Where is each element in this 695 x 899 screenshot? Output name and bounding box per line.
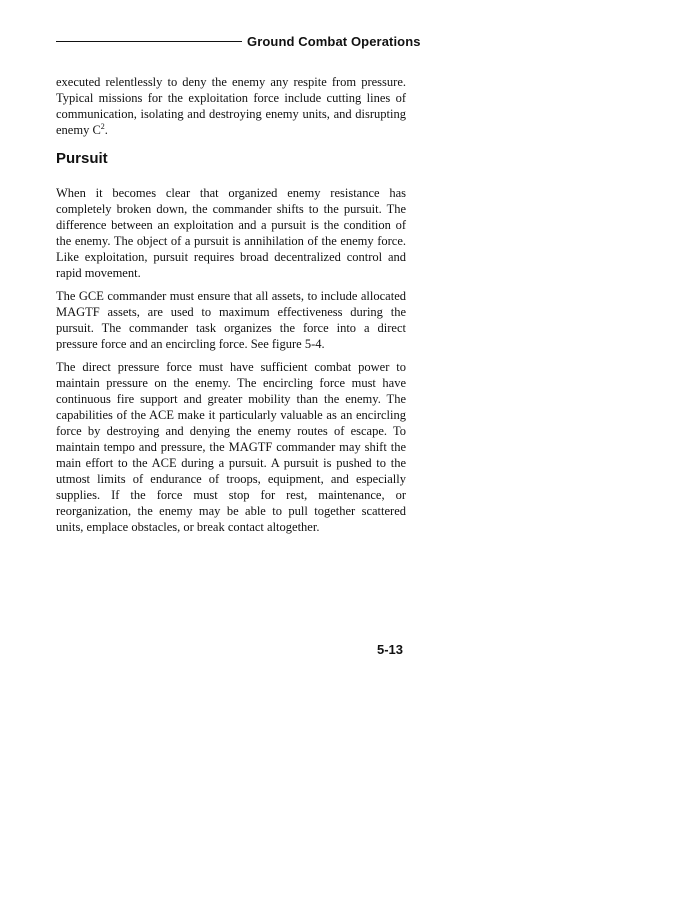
- paragraph-direct-pressure-force: The direct pressure force must have sufficient combat power to maintain pressure on the enemy. The encircling force must have continuous fire support and greater mobility than the enemy. The capabilities of the ACE make it particularly valuable as an encircling force by destroying and denying the enemy routes of escape. To maintain tempo and pressure, the MAGTF commander may shift the main effort to the ACE during a pursuit. A pursuit is pushed to the utmost limits of endurance of troops, equipment, and especially supplies. If the force must stop for rest, maintenance, or reorganization, the enemy may be able to pull together scattered units, emplace obstacles, or break contact altogether.: [56, 360, 406, 534]
- intro-paragraph: [56, 74, 406, 138]
- page-number: 5-13: [377, 642, 404, 657]
- c2-superscript: 2: [100, 121, 105, 131]
- intro-text: executed relentlessly to deny the enemy any respite from pressure. Typical missions for the exploitation force include cutting lines of communication, isolating and destroying enemy units, and disrupting enemy C: [56, 75, 406, 137]
- intro-text-end: .: [104, 123, 108, 137]
- paragraph-pursuit-definition: When it becomes clear that organized enemy resistance has completely broken down, the commander shifts to the pursuit. The difference between an exploitation and a pursuit is the condition of the enemy. The object of a pursuit is annihilation of the enemy force. Like exploitation, pursuit requires broad decentralized control and rapid movement.: [56, 186, 406, 280]
- running-header-title: Ground Combat Operations: [247, 34, 421, 49]
- paragraph-gce-commander: The GCE commander must ensure that all assets, to include allocated MAGTF assets, are used to maximum effectiveness during the pursuit. The commander task organizes the force into a direct pressure force and an encircling force. See figure 5-4.: [56, 289, 406, 351]
- section-heading-pursuit: Pursuit: [56, 150, 108, 167]
- header-rule: [56, 41, 242, 42]
